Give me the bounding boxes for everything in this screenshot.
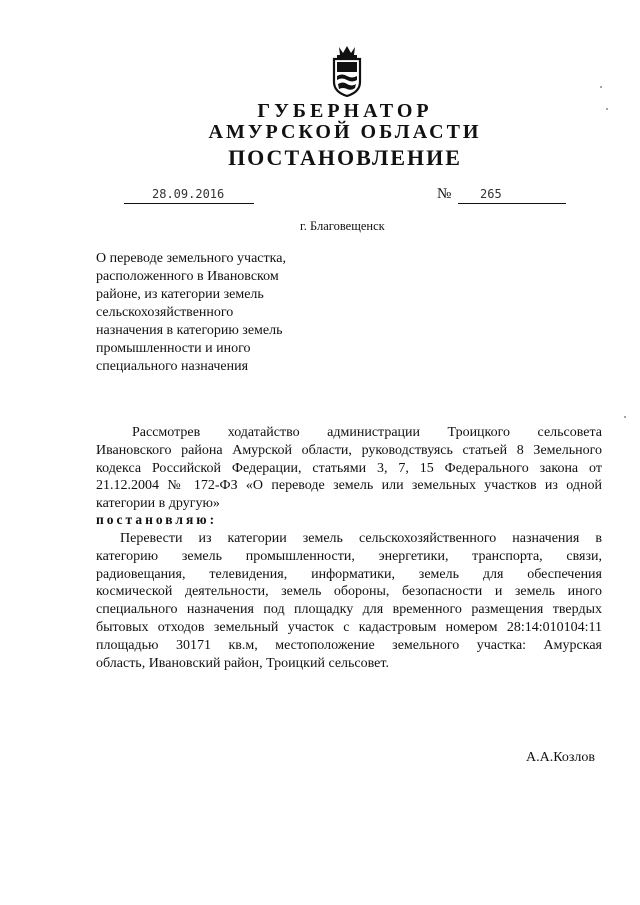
paragraph-line: категории в другую» [96,496,220,512]
paragraph-line: Ивановского района Амурской области, руководствуясь статьей 8 Земельного [96,442,602,458]
date-underline [124,203,254,204]
document-type: ПОСТАНОВЛЕНИЕ [228,145,462,170]
preamble-paragraph [96,424,602,513]
paragraph-line: область, Ивановский район, Троицкий сельсовет. [96,655,389,671]
header-title-governor: ГУБЕРНАТОР [257,100,433,122]
subject-line: назначения в категорию земель [96,323,283,338]
subject-line: промышленности и иного [96,341,251,356]
paragraph-line: 21.12.2004 № 172-ФЗ «О переводе земель или земельных участков из одной [96,478,602,494]
scan-speck [600,86,602,88]
signature-name: А.А.Козлов [526,750,595,765]
subject-line: сельскохозяйственного [96,305,234,320]
document-date: 28.09.2016 [152,187,225,201]
paragraph-line: Перевести из категории земель сельскохозяйственного назначения в [120,531,602,546]
document-subject [96,250,346,376]
header-title-region: АМУРСКОЙ ОБЛАСТИ [208,121,482,143]
subject-line: О переводе земельного участка, [96,251,286,266]
city: г. Благовещенск [300,219,385,233]
paragraph-line: кодекса Российской Федерации, статьями 3, 7, 15 Федерального закона от [96,460,602,476]
decree-word: постановляю: [96,512,218,527]
paragraph-line: площадью 30171 кв.м, местоположение земельного участка: Амурская [96,637,602,653]
paragraph-line: радиовещания, телевидения, информатики, земель для обеспечения [96,566,602,582]
paragraph-line: категорию земель промышленности, энергетики, транспорта, связи, [96,548,602,564]
paragraph-line: космической деятельности, земель обороны, безопасности и земель иного [96,584,602,600]
number-label: № [437,186,452,202]
document-number: 265 [480,187,502,201]
subject-line: районе, из категории земель [96,287,264,302]
subject-line: расположенного в Ивановском [96,269,279,284]
scan-speck [606,108,608,110]
scan-speck [624,416,626,418]
paragraph-line: бытовых отходов земельный участок с кадастровым номером 28:14:010104:11 [96,619,602,635]
paragraph-line: Рассмотрев ходатайство администрации Троицкого сельсовета [132,425,602,440]
number-underline [458,203,566,204]
coat-of-arms-emblem [325,44,369,98]
subject-line: специального назначения [96,359,249,374]
decree-paragraph [96,530,602,672]
paragraph-line: специального назначения под площадку для временного размещения твердых [96,602,602,618]
